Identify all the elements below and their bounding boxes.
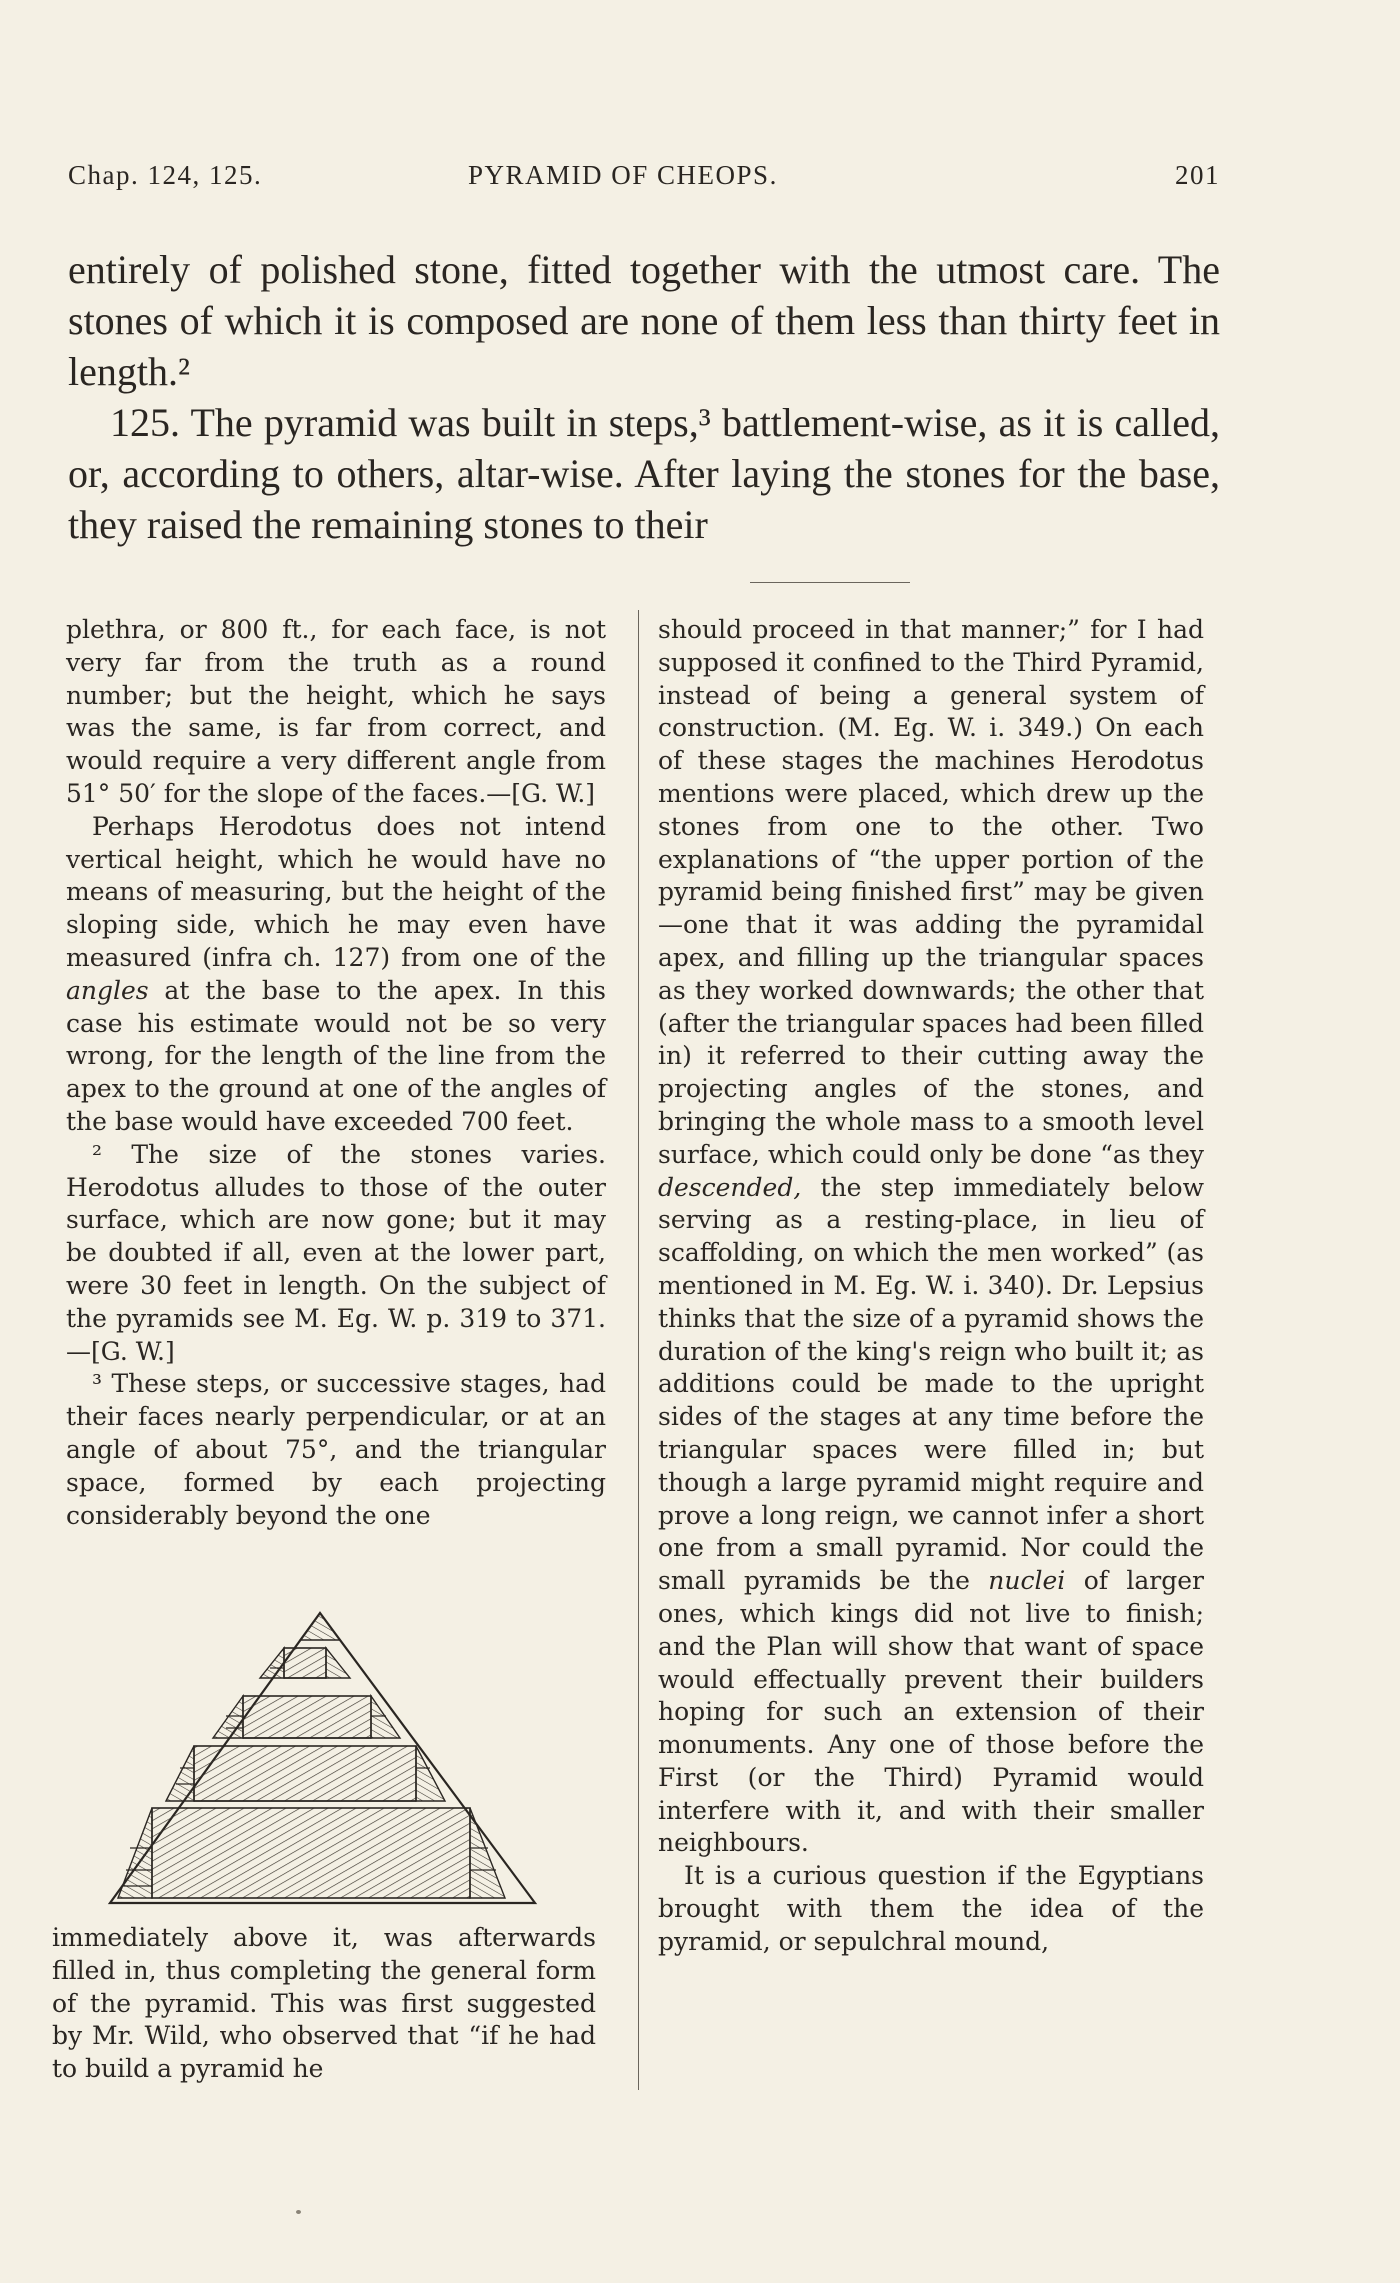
- footnote-continuation: plethra, or 800 ft., for each face, is not very far from the truth as a round number; but the height, which he says was the same, is far from correct, and would require a very different angle from 51° 50′ for the slope of the faces.—[G. W.]: [66, 615, 606, 808]
- footnote-text: at the base to the apex. In this case his estimate would not be so very wrong, for the length of the line from the apex to the ground at one of the angles of the base would have exceeded 700 feet.: [66, 975, 606, 1136]
- footnote-italic-word: descended,: [658, 1172, 802, 1202]
- main-paragraph-2: 125. The pyramid was built in steps,³ battlement-wise, as it is called, or, according to others, altar-wise. After laying the stones for the base, they raised the remaining stones to their: [68, 400, 1220, 547]
- footnote-rule: [750, 582, 910, 583]
- footnote-text: the step immediately below serving as a resting-place, in lieu of scaffolding, on which the men worked” (as mentioned in M. Eg. W. i. 340). Dr. Lepsius thinks that the size of a pyramid shows the duration of the king's reign who built it; as additions could be made to the upright sides of the stages at any time before the triangular spaces were filled in; but though a large pyramid might require and prove a long reign, we cannot infer a short one from a small pyramid. Nor could the small pyramids be the: [658, 1172, 1204, 1596]
- paper-speck: [296, 2210, 301, 2214]
- footnote-text: Perhaps Herodotus does not intend vertical height, which he would have no means of measuring, but the height of the sloping side, which he may even have measured (infra ch. 127) from one of the: [66, 811, 606, 972]
- footnote-3-right: [658, 614, 1204, 1860]
- footnotes-left-column: [66, 614, 606, 1532]
- footnote-3: ³ These steps, or successive stages, had their faces nearly perpendicular, or at an angle of about 75°, and the triangular space, formed by each projecting considerably beyond the one: [66, 1369, 606, 1530]
- stepped-pyramid-diagram: [100, 1608, 550, 1908]
- page-number: 201: [1175, 160, 1220, 190]
- footnote-3-end: immediately above it, was afterwards filled in, thus completing the general form of the pyramid. This was first suggested by Mr. Wild, who observed that “if he had to build a pyramid he: [52, 1923, 596, 2084]
- chapter-reference: Chap. 124, 125.: [68, 160, 263, 190]
- running-header: [68, 160, 1220, 200]
- footnote-text: of larger ones, which kings did not live to finish; and the Plan will show that want of space would effectually prevent their builders hoping for such an extension of their monuments. Any one of those before the First (or the Third) Pyramid would interfere with it, and with their smaller neighbours.: [658, 1566, 1205, 1858]
- footnotes-right-column: [658, 614, 1204, 1959]
- footnote-egyptians-question: It is a curious question if the Egyptians brought with them the idea of the pyramid, or sepulchral mound,: [658, 1861, 1204, 1956]
- footnote-2: ² The size of the stones varies. Herodotus alludes to those of the outer surface, which are now gone; but it may be doubted if all, even at the lower part, were 30 feet in length. On the subject of the pyramids see M. Eg. W. p. 319 to 371.—[G. W.]: [66, 1139, 606, 1366]
- footnote-italic-word: nuclei: [988, 1566, 1066, 1596]
- footnote-italic-word: angles: [66, 975, 149, 1005]
- column-divider: [638, 610, 639, 2090]
- footnote-3-continuation: [52, 1922, 596, 2086]
- running-title: PYRAMID OF CHEOPS.: [468, 160, 778, 190]
- footnote-herodotus-height: [66, 811, 606, 1139]
- footnote-text: should proceed in that manner;” for I had supposed it confined to the Third Pyramid, instead of being a general system of construction. (M. Eg. W. i. 349.) On each of these stages the machines Herodotus mentions were placed, which drew up the stones from one to the other. Two explanations of “the upper portion of the pyramid being finished first” may be given—one that it was adding the pyramidal apex, and filling up the triangular spaces as they worked downwards; the other that (after the triangular spaces had been filled in) it referred to their cutting away the projecting angles of the stones, and bringing the whole mass to a smooth level surface, which could only be done “as they: [658, 615, 1204, 1169]
- main-paragraph-1: entirely of polished stone, fitted together with the utmost care. The stones of which it is composed are none of them less than thirty feet in length.²: [68, 247, 1220, 394]
- main-text: [68, 244, 1220, 550]
